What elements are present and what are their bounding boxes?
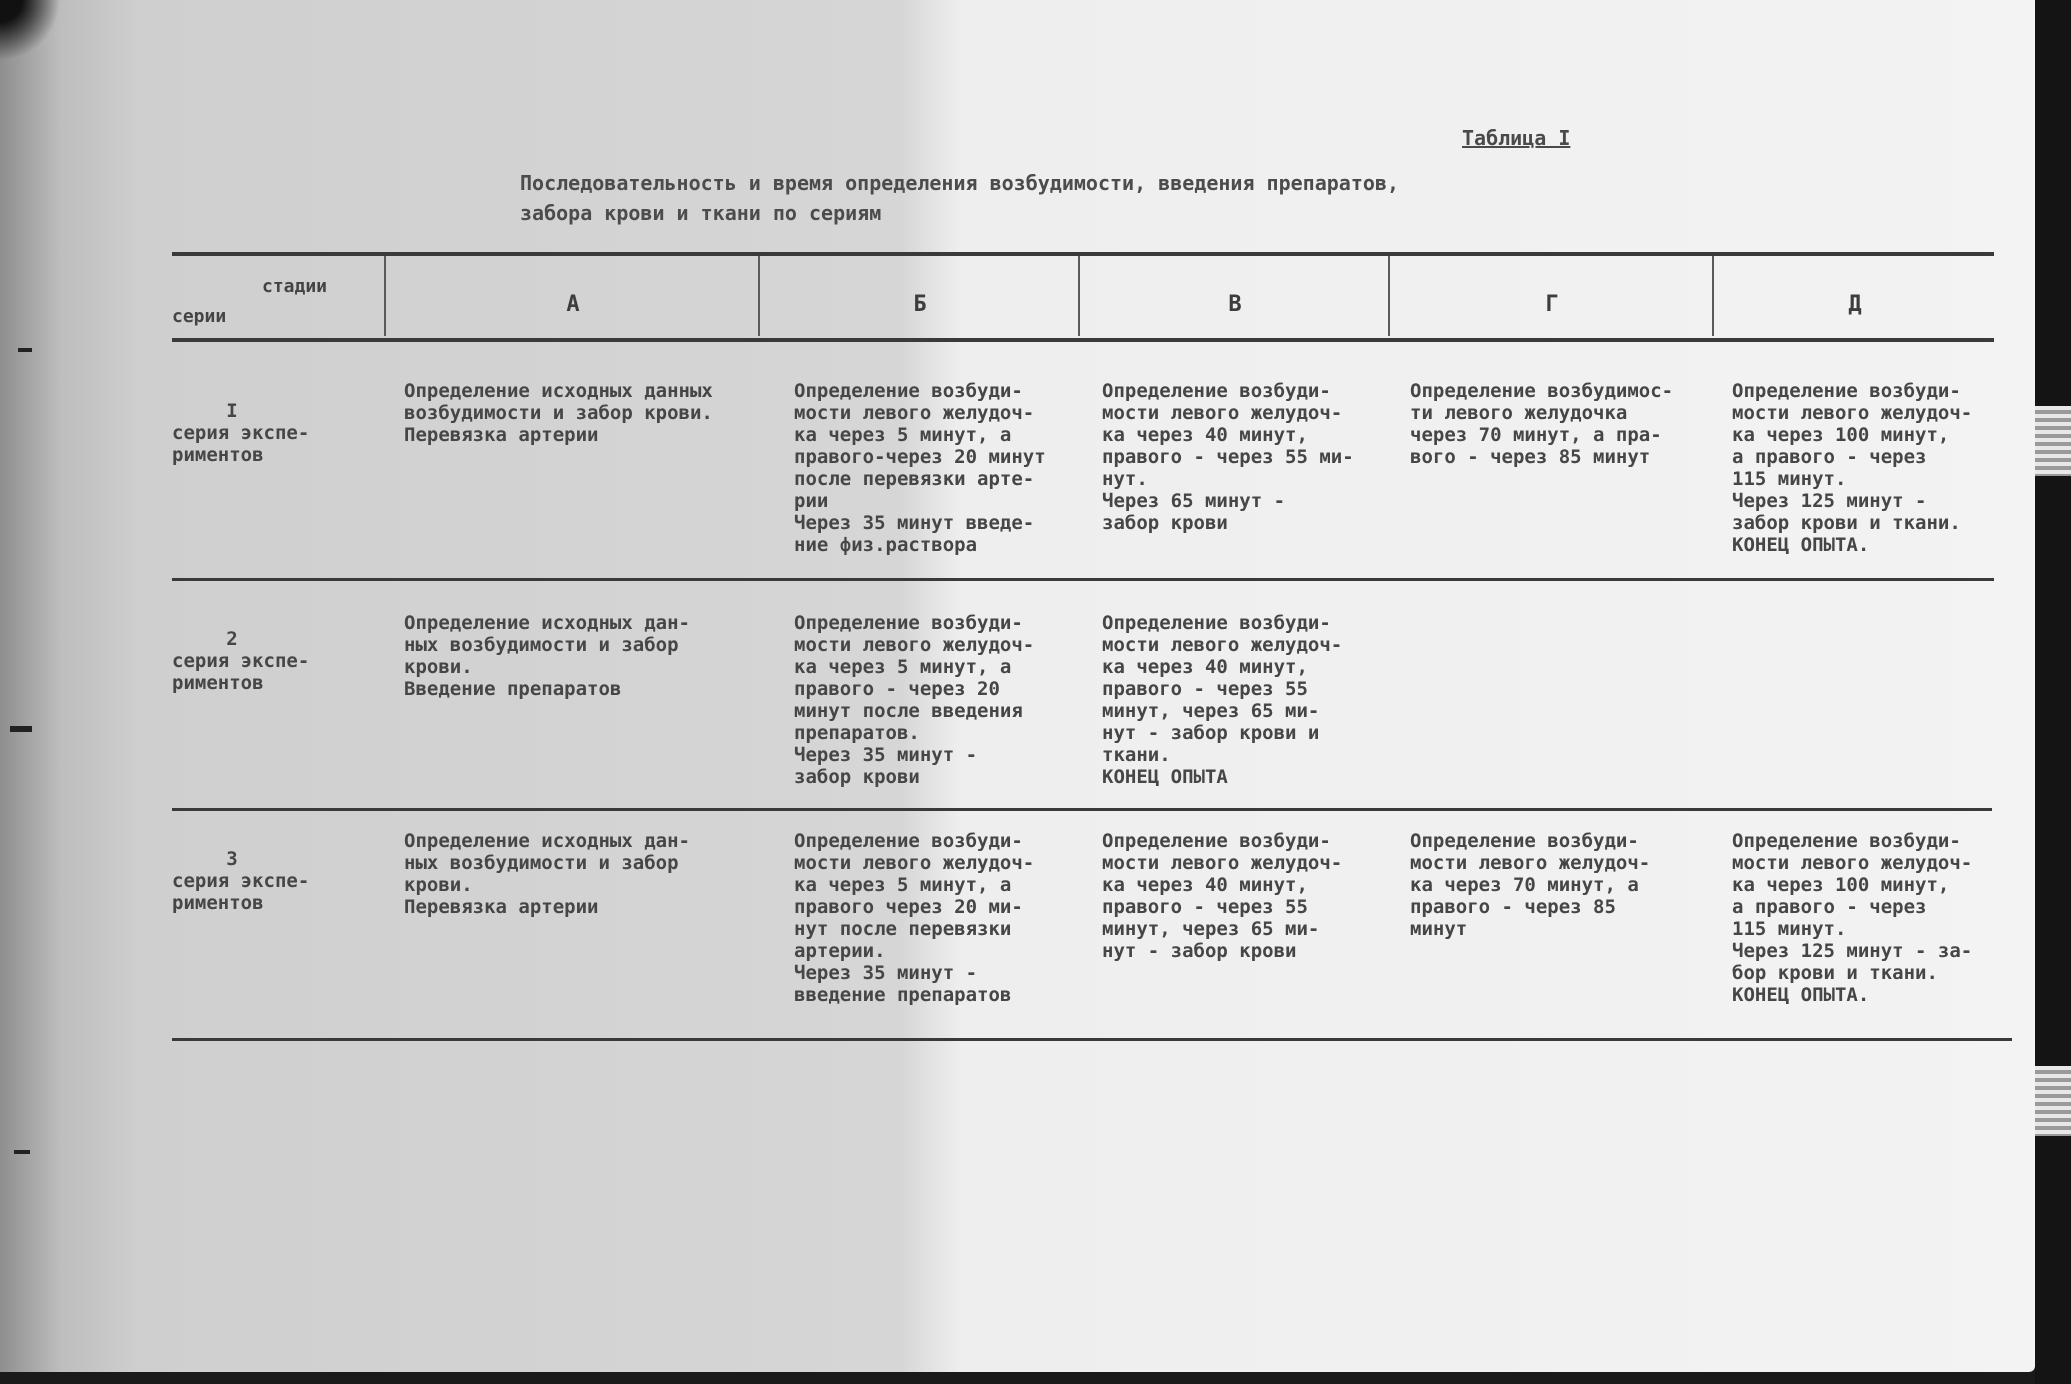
page-corner-shadow [0,0,60,60]
table-cell-r1-v: Определение возбуди- мости левого желудоч- ка через 40 минут, правого - через 55 ми- нут. Через 65 минут - забор крови [1102,380,1354,534]
series-number: I [226,400,238,422]
header-column-separator [1388,256,1390,336]
table-title: Последовательность и время определения возбудимости, введения препаратов, забора крови и ткани по сериям [520,171,1399,225]
header-column-separator [758,256,760,336]
series-label: серия экспе- риментов [172,870,310,914]
scanner-stripe [2035,1066,2071,1136]
table-caption: Таблица I [1462,126,1571,150]
header-bottom-rule [172,338,1994,342]
row-divider [172,808,1992,811]
table-cell-r3-a: Определение исходных дан- ных возбудимости и забор крови. Перевязка артерии [404,830,690,918]
table-cell-r3-b: Определение возбуди- мости левого желудоч- ка через 5 минут, а правого через 20 ми- нут после перевязки артерии. Через 35 минут - введение препаратов [794,830,1035,1006]
scanner-stripe [2035,406,2071,476]
table-top-rule [172,252,1994,256]
header-column-separator [384,256,386,336]
series-label: серия экспе- риментов [172,650,310,694]
table-cell-r1-b: Определение возбуди- мости левого желудоч- ка через 5 минут, а правого-через 20 минут после перевязки арте- рии Через 35 минут введе- ние физ.раствора [794,380,1046,556]
table-row-series-3 [172,826,372,914]
header-column-separator [1078,256,1080,336]
header-stage-v: В [1228,292,1242,317]
table-cell-r2-a: Определение исходных дан- ных возбудимости и забор крови. Введение препаратов [404,612,690,700]
row-divider [172,578,1994,581]
table-cell-r3-g: Определение возбуди- мости левого желудоч- ка через 70 минут, а правого - через 85 минут [1410,830,1651,940]
table-cell-r1-g: Определение возбудимос- ти левого желудочка через 70 минут, а пра- вого - через 85 минут [1410,380,1674,468]
header-column-separator [1712,256,1714,336]
table-cell-r1-a: Определение исходных данных возбудимости и забор крови. Перевязка артерии [404,380,713,446]
table-cell-r3-d: Определение возбуди- мости левого желудоч- ка через 100 минут, а правого - через 115 минут. Через 125 минут - за- бор крови и ткани. КОНЕЦ ОПЫТА. [1732,830,1973,1006]
binding-mark [18,348,32,352]
header-corner-stage-label: стадии [262,276,328,297]
header-stage-d: Д [1848,292,1862,317]
data-table [172,252,1994,1052]
table-row-series-2 [172,606,372,694]
header-stage-a: А [566,292,580,317]
series-label: серия экспе- риментов [172,422,310,466]
binding-mark [10,726,32,732]
series-number: 2 [226,628,238,650]
series-number: 3 [226,848,238,870]
table-row-series-1 [172,378,372,466]
table-cell-r2-b: Определение возбуди- мости левого желудоч- ка через 5 минут, а правого - через 20 минут после введения препаратов. Через 35 минут - забор крови [794,612,1035,788]
header-stage-g: Г [1545,292,1559,317]
table-bottom-rule [172,1038,2012,1041]
table-cell-r1-d: Определение возбуди- мости левого желудоч- ка через 100 минут, а правого - через 115 минут. Через 125 минут - забор крови и ткани. КОНЕЦ ОПЫТА. [1732,380,1973,556]
binding-mark [14,1150,30,1154]
header-corner-series-label: серии [172,306,227,327]
table-cell-r3-v: Определение возбуди- мости левого желудоч- ка через 40 минут, правого - через 55 минут, через 65 ми- нут - забор крови [1102,830,1343,962]
table-cell-r2-v: Определение возбуди- мости левого желудоч- ка через 40 минут, правого - через 55 минут, через 65 ми- нут - забор крови и ткани. КОНЕЦ ОПЫТА [1102,612,1343,788]
header-stage-b: Б [913,292,927,317]
scanner-edge [2035,0,2071,1384]
